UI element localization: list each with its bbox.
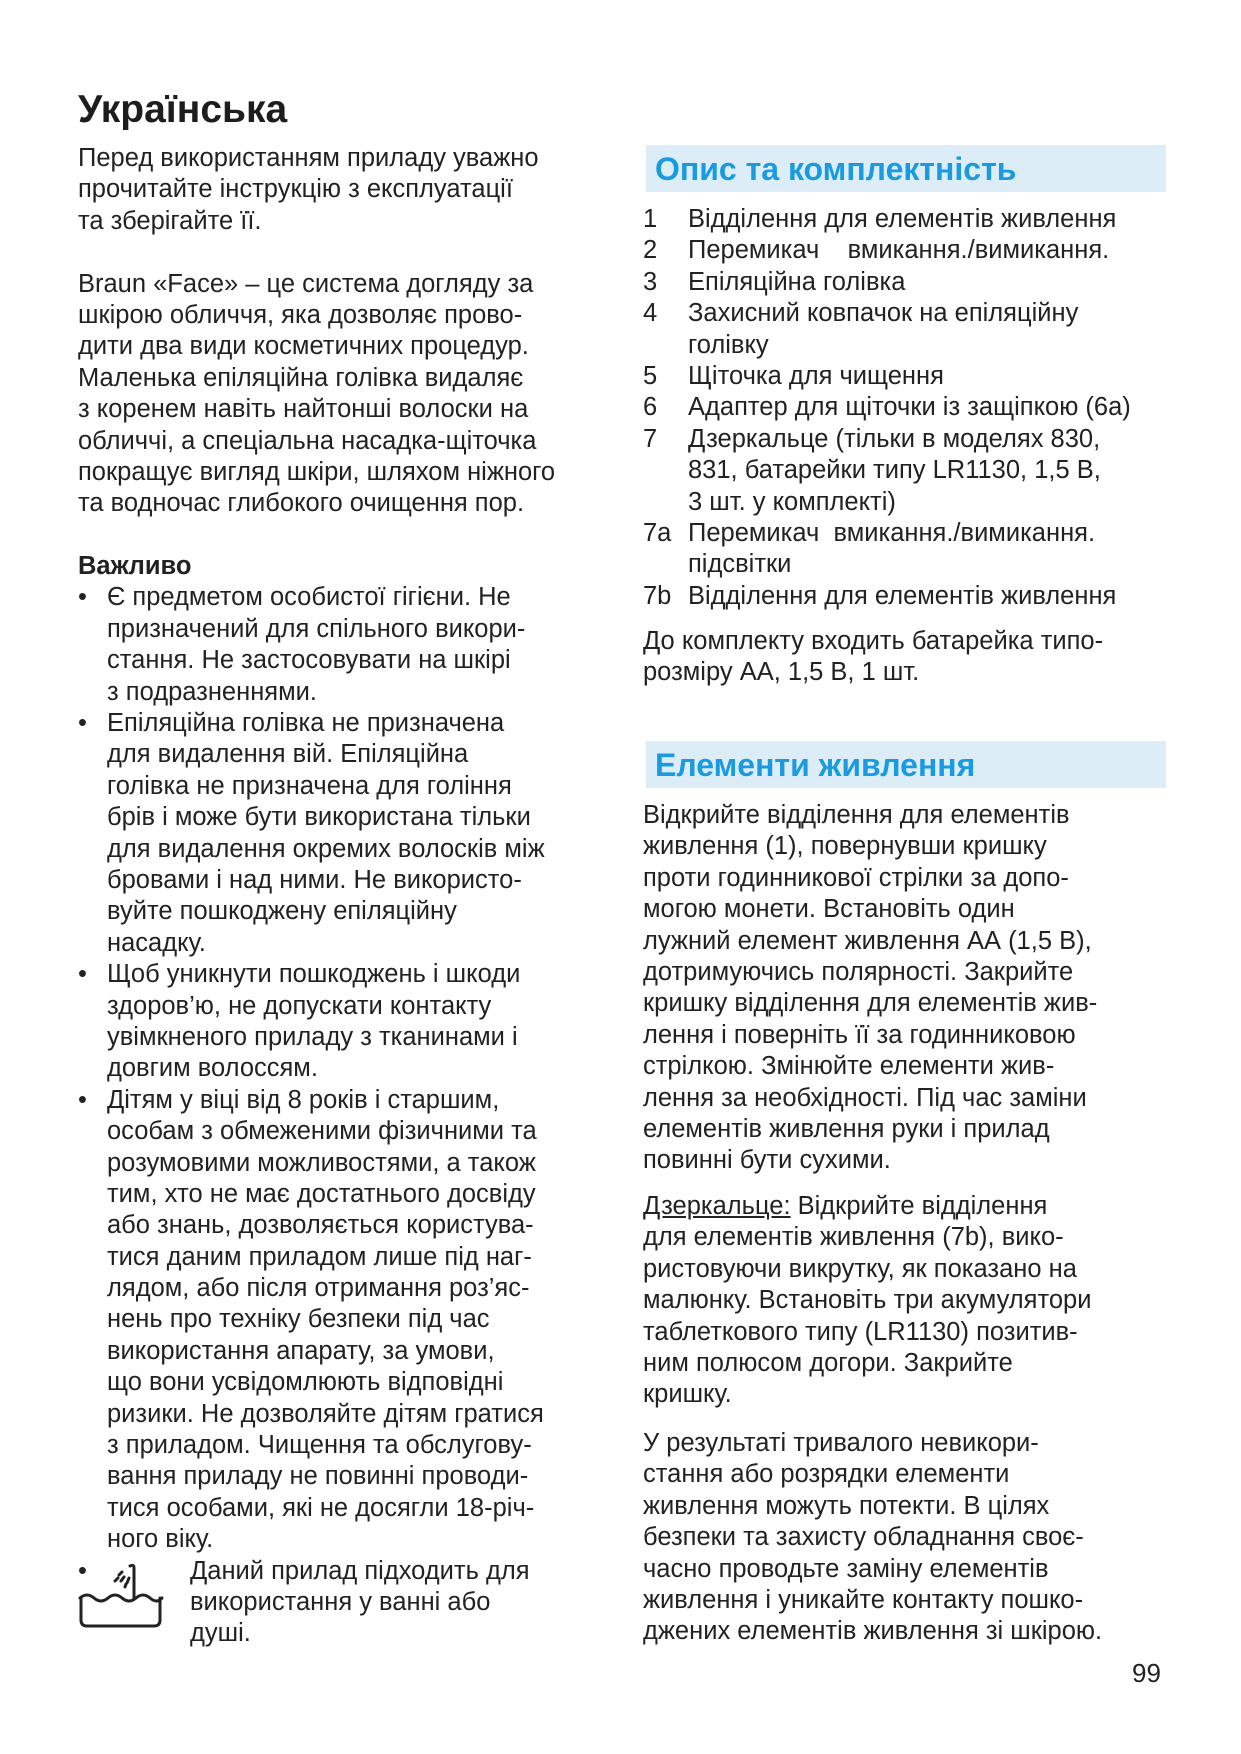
bullet-item [78,959,555,1085]
item-number: 3 [643,267,658,296]
bullet-icon: • [78,1085,87,1114]
text-line: тися даним приладом лише під наг- [107,1242,532,1271]
text-line: нень про техніку безпеки під час [107,1305,490,1334]
page-number: 99 [1132,1658,1161,1688]
text-line [643,1191,1091,1222]
list-line [643,487,1131,518]
text-fragment: ристовуючи викрутку, як показано на [643,1254,1077,1283]
text-line: з подразненнями. [107,677,317,706]
text-line: Даний прилад підходить для [190,1556,530,1585]
bath-shower-icon [78,1560,164,1628]
text-line: Дітям у віці від 8 років і старшим, [107,1085,500,1114]
text-line: для видалення окремих волосків між [107,834,545,863]
list-item [643,424,1131,518]
text-line: У результаті тривалого невикори- [643,1429,1039,1457]
text-line: могою монети. Встановіть один [643,895,1015,924]
text-line [643,1379,1091,1410]
text-line: проти годинникової стрілки за допо- [643,863,1069,892]
text-line: лення і поверніть її за годинниковою [643,1020,1076,1049]
list-line [643,455,1131,486]
list-line [643,549,1131,580]
list-item [643,267,1131,298]
text-line: здоров’ю, не допускати контакту [107,991,492,1020]
text-line: ного віку. [107,1525,214,1554]
list-item [643,235,1131,266]
text-line: з приладом. Чищення та обслугову- [107,1431,532,1460]
text-line: Маленька епіляційна голівка видаляє [78,363,524,392]
parts-list [643,204,1131,612]
text-line: довгим волоссям. [107,1054,318,1083]
list-line [643,518,1131,549]
text-fragment: ним полюсом догори. Закрийте [643,1348,1013,1377]
text-fragment: малюнку. Встановіть три акумулятори [643,1286,1092,1315]
bath-text [107,1556,555,1650]
text-line [643,1317,1091,1348]
text-line: та водночас глибокого очищення пор. [78,489,525,518]
item-text: Дзеркальце (тільки в моделях 830, [688,424,1101,453]
bullet-icon: • [78,1556,87,1585]
included-text [643,626,1103,689]
text-line: вання приладу не повинні проводи- [107,1462,529,1491]
text-line: лядом, або після отримання роз’яс- [107,1274,530,1303]
item-text: Щіточка для чищення [688,361,944,390]
list-line [643,267,1131,298]
text-line: голівка не призначена для гоління [107,771,512,800]
bullet-item-bath [78,1556,555,1650]
list-item [643,392,1131,423]
list-item [643,518,1131,581]
mirror-text [643,1191,1091,1411]
important-heading: Важливо [78,552,192,581]
text-line: лення за необхідності. Під час заміни [643,1083,1087,1112]
text-line: Є предметом особистої гігієни. Не [107,583,511,612]
item-number: 4 [643,299,658,328]
text-line: для видалення вій. Епіляційна [107,740,469,769]
list-line [643,235,1131,266]
item-text: Захисний ковпачок на епіляційну [688,299,1079,328]
text-line: душі. [190,1619,251,1648]
bullet-item [78,1085,555,1556]
text-line: живлення (1), повернувши кришку [643,832,1047,861]
text-line: використання у ванні або [190,1587,491,1616]
list-item [643,361,1131,392]
list-item [643,204,1131,235]
text-line: Щоб уникнути пошкоджень і шкоди [107,960,521,989]
item-text: Відділення для елементів живлення [688,205,1117,233]
spacer [78,520,555,551]
section-title: Елементи живлення [655,747,976,783]
item-text: підсвітки [688,550,792,579]
item-text: Перемикач вмикання./вимикання. [688,518,1096,547]
section-header-batteries [646,741,1166,788]
bullet-icon: • [78,709,87,738]
list-line [643,581,1131,612]
bullet-icon: • [78,960,87,989]
item-number: 7 [643,424,658,453]
text-line: живлення і уникайте контакту пошко- [643,1585,1084,1614]
text-line: повинні бути сухими. [643,1146,891,1175]
text-line: стрілкою. Змінюйте елементи жив- [643,1052,1055,1081]
text-line: тися особами, які не досягли 18-річ- [107,1493,535,1522]
text-line [643,1285,1091,1316]
text-line: кришку відділення для елементів жив- [643,989,1098,1018]
text-line: тим, хто не має достатнього досвіду [107,1179,536,1208]
text-line: з коренем навіть найтонші волоски на [78,395,529,424]
item-text: Епіляційна голівка [688,267,906,296]
text-line: дити два види косметичних процедур. [78,332,529,361]
mirror-label: Дзеркальце: [643,1192,791,1220]
text-line: шкірою обличчя, яка дозволяє прово- [78,300,523,329]
page-title: Українська [78,88,288,131]
item-number: 2 [643,236,658,265]
text-line: розміру АА, 1,5 В, 1 шт. [643,658,920,687]
text-line: обличчі, а спеціальна насадка-щіточка [78,426,537,455]
text-line: та зберігайте її. [78,206,262,235]
section-header-description [646,145,1166,192]
text-line: вуйте пошкоджену епіляційну [107,897,457,926]
text-line: стання. Не застосовувати на шкірі [107,646,511,675]
text-line: ризики. Не дозволяйте дітям гратися [107,1399,544,1428]
text-line: бровами і над ними. Не використо- [107,865,522,894]
text-fragment: для елементів живлення (7b), вико- [643,1223,1064,1252]
text-line: лужний елемент живлення АА (1,5 В), [643,926,1092,955]
spacer [78,237,555,268]
text-line: розумовими можливостями, а також [107,1148,536,1177]
bullet-item [78,708,555,959]
text-fragment: Відкрийте відділення [790,1192,1048,1220]
list-line [643,392,1131,423]
text-line: Braun «Face» – це система догляду за [78,269,534,298]
list-line [643,298,1131,329]
item-text: Перемикач вмикання./вимикання. [688,236,1110,265]
text-line: Епіляційна голівка не призначена [107,709,505,738]
item-text: 3 шт. у комплекті) [688,487,896,516]
text-line: Перед використанням приладу уважно [78,144,539,172]
text-line: увімкненого приладу з тканинами і [107,1022,518,1051]
text-line [643,1222,1091,1253]
text-line: або знань, дозволяється користува- [107,1211,534,1240]
list-item [643,298,1131,361]
text-line: безпеки та захисту обладнання своє- [643,1523,1084,1552]
list-line [643,204,1131,235]
text-line: призначений для спільного викори- [107,614,526,643]
item-text: голівку [688,330,769,359]
text-line: брів і може бути використана тільки [107,803,531,832]
text-line: До комплекту входить батарейка типо- [643,627,1104,655]
list-item [643,581,1131,612]
item-number: 6 [643,393,658,422]
text-line: стання або розрядки елементи [643,1460,1010,1489]
text-line [643,1348,1091,1379]
text-line: особам з обмеженими фізичними та [107,1117,537,1146]
text-line: часно проводьте заміну елементів [643,1554,1049,1583]
text-line: покращує вигляд шкіри, шляхом ніжного [78,457,556,486]
text-line: джених елементів живлення зі шкірою. [643,1617,1103,1646]
text-line: живлення можуть потекти. В цілях [643,1491,1050,1520]
text-line: дотримуючись полярності. Закрийте [643,957,1074,986]
text-fragment: таблеткового типу (LR1130) позитив- [643,1317,1078,1346]
item-number: 1 [643,205,658,233]
text-line: використання апарату, за умови, [107,1336,495,1365]
item-text: Відділення для елементів живлення [688,581,1117,610]
list-line [643,361,1131,392]
item-text: 831, батарейки типу LR1130, 1,5 В, [688,456,1101,485]
text-line: Відкрийте відділення для елементів [643,801,1070,829]
left-column [78,143,555,1650]
text-line: елементів живлення руки і прилад [643,1114,1050,1143]
item-number: 7b [643,581,672,610]
leak-text [643,1428,1102,1648]
section-title: Опис та комплектність [655,151,1017,187]
item-text: Адаптер для щіточки із защіпкою (6a) [688,393,1131,422]
list-line [643,330,1131,361]
list-line [643,424,1131,455]
bullet-item [78,582,555,708]
text-fragment: кришку. [643,1380,732,1409]
text-line: насадку. [107,928,206,957]
text-line [643,1254,1091,1285]
text-line: прочитайте інструкцію з експлуатації [78,175,513,204]
text-line: що вони усвідомлюють відповідні [107,1368,504,1397]
item-number: 7a [643,518,672,547]
battery-text [643,800,1097,1177]
bullet-icon: • [78,583,87,612]
item-number: 5 [643,361,658,390]
